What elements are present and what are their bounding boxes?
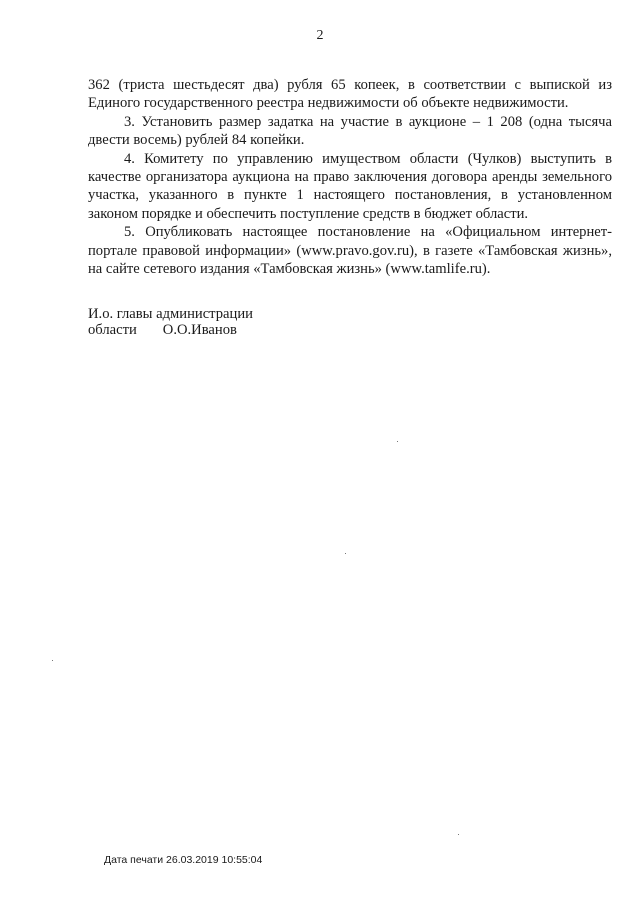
paragraph-item-5: 5. Опубликовать настоящее постановление на «Официальном интернет-портале правовой информации» (www.pravo.gov.ru), в газете «Тамбовская жизнь», на сайте сетевого издания «Тамбовская жизнь» (www.tamlife.ru). — [88, 224, 612, 278]
paragraph-item-3: 3. Установить размер задатка на участие в аукционе – 1 208 (одна тысяча двести восемь) рублей 84 копейки. — [88, 113, 612, 149]
signatory-title: И.о. главы администрации — [88, 306, 253, 322]
signatory-line — [88, 322, 253, 338]
signatory-name: О.О.Иванов — [162, 322, 237, 338]
signature-block — [88, 306, 253, 338]
paragraph-item-4: 4. Комитету по управлению имуществом области (Чулков) выступить в качестве организатора аукциона на право заключения договора аренды земельного участка, указанного в пункте 1 настоящего постановления, в установленном законом порядке и обеспечить поступление средств в бюджет области. — [88, 150, 612, 222]
scan-speck — [345, 553, 346, 554]
print-date-footer: Дата печати 26.03.2019 10:55:04 — [104, 854, 263, 866]
page-number: 2 — [316, 28, 324, 43]
paragraph-continuation: 362 (триста шестьдесят два) рубля 65 копеек, в соответствии с выпиской из Единого государственного реестра недвижимости об объекте недвижимости. — [88, 77, 612, 112]
scan-speck — [458, 834, 459, 835]
scan-speck — [52, 660, 53, 661]
signatory-title-suffix: области — [88, 322, 137, 338]
scan-speck — [397, 441, 398, 442]
document-body — [88, 76, 612, 278]
